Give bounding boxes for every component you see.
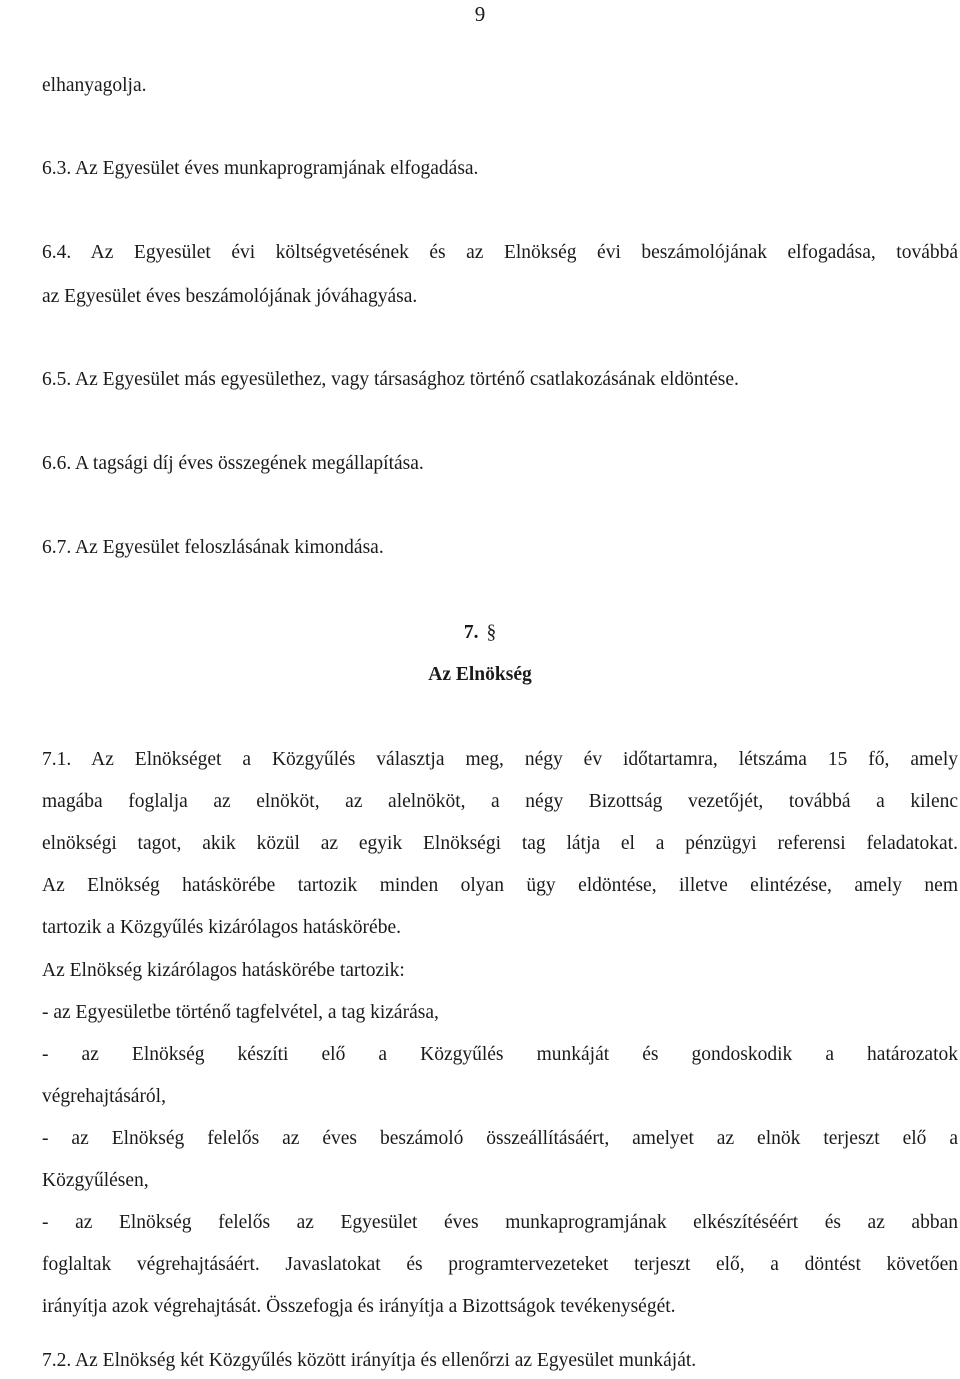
list-item-6-5: 6.5. Az Egyesület más egyesülethez, vagy társasághoz történő csatlakozásának eldöntése. bbox=[42, 369, 739, 390]
paragraph-7-1-line: magába foglalja az elnököt, az alelnököt, a négy Bizottság vezetőjét, továbbá a kilenc bbox=[42, 791, 958, 812]
list-item-6-4: 6.4. Az Egyesület évi költségvetésének és az Elnökség évi beszámolójának elfogadása, továbbá bbox=[42, 242, 958, 263]
paragraph-7-1-line: elnökségi tagot, akik közül az egyik Elnökségi tag látja el a pénzügyi referensi feladatokat. bbox=[42, 833, 958, 854]
paragraph-7-1-line: tartozik a Közgyűlés kizárólagos hatáskörébe. bbox=[42, 917, 401, 938]
list-item-continued: Közgyűlésen, bbox=[42, 1170, 149, 1191]
paragraph-7-1-line: 7.1. Az Elnökséget a Közgyűlés választja meg, négy év időtartamra, létszáma 15 fő, amely bbox=[42, 749, 958, 770]
list-item: - az Egyesületbe történő tagfelvétel, a tag kizárása, bbox=[42, 1002, 439, 1023]
text-line: az Egyesület éves beszámolójának jóváhagyása. bbox=[42, 286, 418, 307]
paragraph-line: Az Elnökség kizárólagos hatáskörébe tartozik: bbox=[42, 960, 405, 981]
list-item-continued: foglaltak végrehajtásáért. Javaslatokat és programtervezeteket terjeszt elő, a döntést követően bbox=[42, 1254, 958, 1275]
list-item-6-7: 6.7. Az Egyesület feloszlásának kimondása. bbox=[42, 537, 384, 558]
list-item: - az Elnökség felelős az Egyesület éves munkaprogramjának elkészítéséért és az abban bbox=[42, 1212, 958, 1233]
section-number: 7. bbox=[463, 622, 479, 643]
page-number: 9 bbox=[474, 2, 486, 26]
section-heading-number bbox=[0, 623, 960, 643]
list-item-6-3: 6.3. Az Egyesület éves munkaprogramjának elfogadása. bbox=[42, 158, 479, 179]
paragraph-7-1-line: Az Elnökség hatáskörébe tartozik minden olyan ügy eldöntése, illetve elintézése, amely nem bbox=[42, 875, 958, 896]
list-item-continued: irányítja azok végrehajtását. Összefogja és irányítja a Bizottságok tevékenységét. bbox=[42, 1296, 676, 1317]
section-heading-title: Az Elnökség bbox=[428, 664, 532, 685]
paragraph-7-2-line: 7.2. Az Elnökség két Közgyűlés között irányítja és ellenőrzi az Egyesület munkáját. bbox=[42, 1350, 697, 1371]
list-item-6-6: 6.6. A tagsági díj éves összegének megállapítása. bbox=[42, 453, 424, 474]
section-sign: § bbox=[486, 622, 497, 643]
list-item: - az Elnökség felelős az éves beszámoló összeállításáért, amelyet az elnök terjeszt elő a bbox=[42, 1128, 958, 1149]
list-item: - az Elnökség készíti elő a Közgyűlés munkáját és gondoskodik a határozatok bbox=[42, 1044, 958, 1065]
text-line: elhanyagolja. bbox=[42, 75, 147, 96]
list-item-continued: végrehajtásáról, bbox=[42, 1086, 166, 1107]
